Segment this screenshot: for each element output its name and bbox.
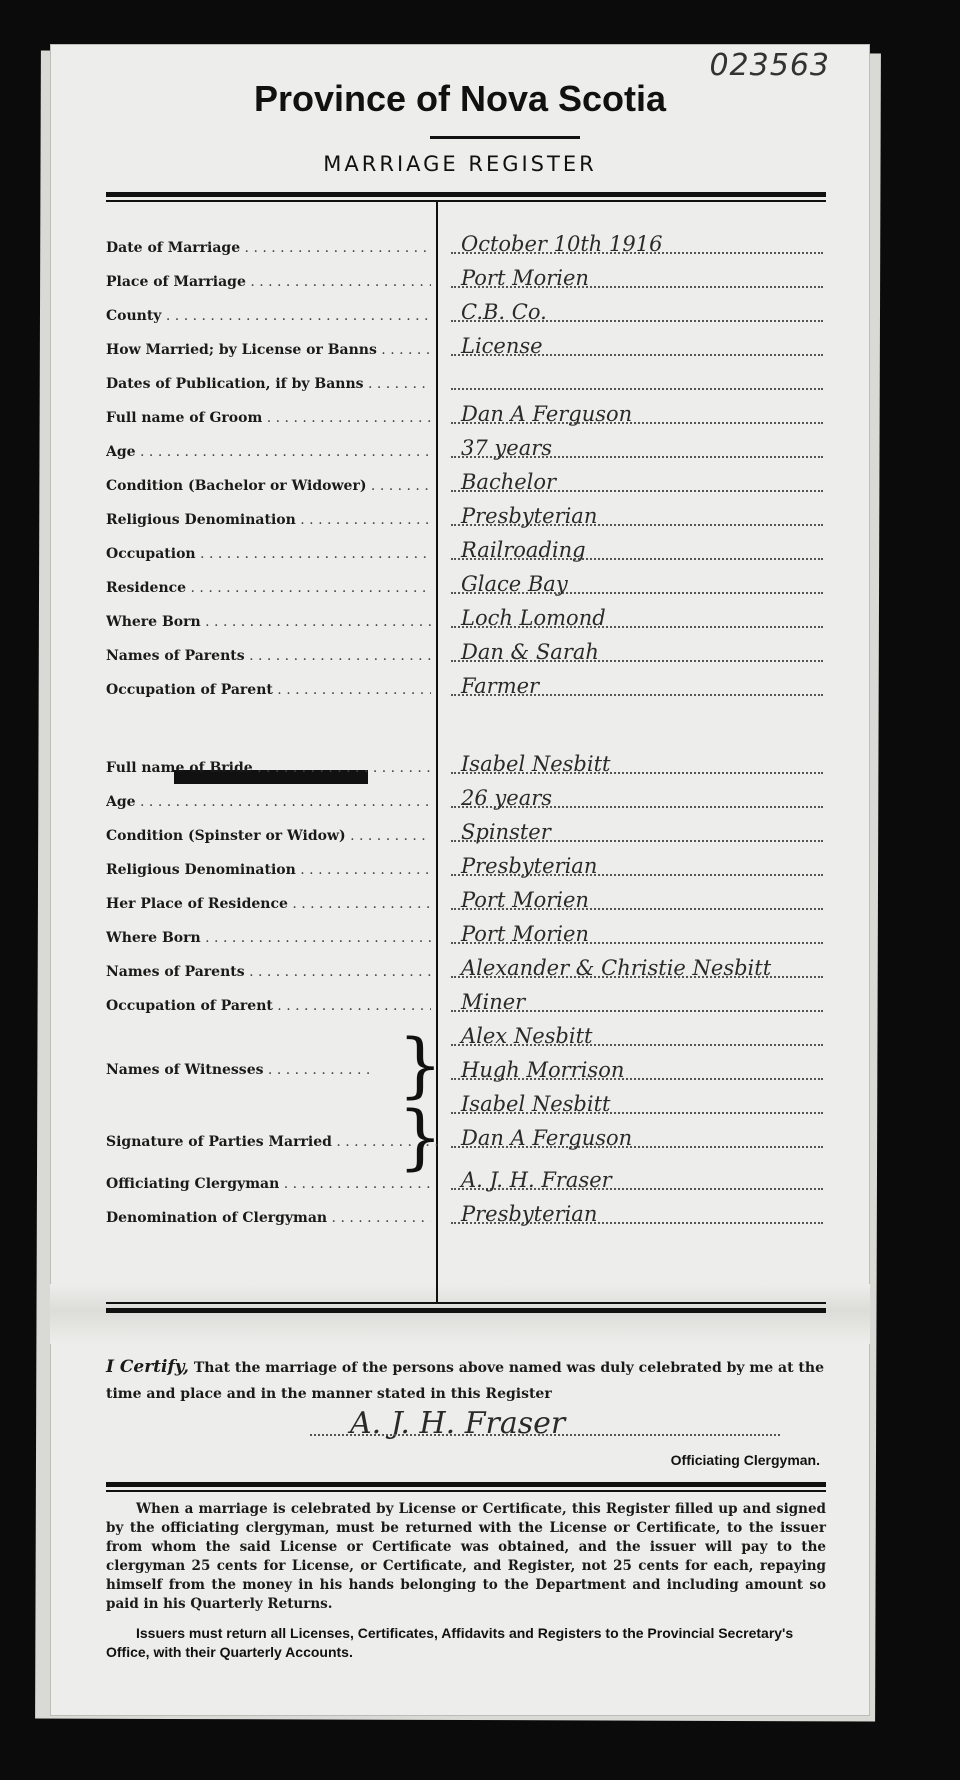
field-bride-denomination [106, 850, 826, 884]
field-groom-name [106, 398, 826, 432]
field-label: Condition (Spinster or Widow) . . . [106, 828, 431, 844]
field-value: Port Morien [461, 888, 589, 912]
signature-line [310, 1434, 780, 1436]
field-value: Bachelor [461, 470, 557, 494]
field-label: Occupation of Parent . . . [106, 998, 431, 1014]
paper-fold [50, 1284, 870, 1344]
field-value: Spinster [461, 820, 551, 844]
clergyman-signature: A. J. H. Fraser [350, 1406, 566, 1441]
field-bride-parents [106, 952, 826, 986]
field-value: Farmer [461, 674, 540, 698]
title-underline [430, 136, 580, 139]
bottom-rule-thin [106, 1490, 826, 1492]
field-label: Her Place of Residence . . . [106, 896, 431, 912]
parties-brace: } [398, 1096, 443, 1178]
field-value: Dan A Ferguson [461, 402, 633, 426]
field-value: Alex Nesbitt [461, 1024, 593, 1048]
field-clergy-denomination [106, 1198, 826, 1232]
field-label: Denomination of Clergyman . . . [106, 1210, 431, 1226]
field-value: Railroading [461, 538, 586, 562]
field-value: 37 years [461, 436, 553, 460]
form-subtitle: MARRIAGE REGISTER [323, 152, 597, 176]
field-label: Religious Denomination . . . [106, 512, 431, 528]
field-groom-age [106, 432, 826, 466]
field-label: Names of Parents . . . [106, 648, 431, 664]
certificate-text: That the marriage of the persons above named was duly celebrated by me at the time and place and in the manner stated in this Register [106, 1360, 824, 1402]
certificate-statement [106, 1354, 826, 1407]
return-instructions: When a marriage is celebrated by License or Certificate, this Register filled up and signed by the officiating clergyman, must be returned with the License or Certificate, to the issuer from whom the said License or Certificate was obtained, and the issuer will pay to the clergyman 25 cents for License, or Certificate, and Register, not 25 cents for each, repaying himself from the money in his hands belonging to the Department and including amount so paid in his Quarterly Returns. [106, 1501, 826, 1612]
field-value: Loch Lomond [461, 606, 606, 630]
field-label: Full name of Groom . . . [106, 410, 431, 426]
parties-label: Signature of Parties Married . . . [106, 1134, 439, 1150]
field-bride-condition [106, 816, 826, 850]
form-title: Province of Nova Scotia [253, 78, 667, 119]
field-label: Occupation . . . [106, 546, 431, 562]
field-officiating-clergyman [106, 1164, 826, 1198]
witnesses-label: Names of Witnesses . . . [106, 1062, 370, 1078]
field-label: Residence . . . [106, 580, 431, 596]
bottom-rule [106, 1482, 826, 1487]
field-label: Dates of Publication, if by Banns . . . [106, 376, 431, 392]
issuers-instructions: Issuers must return all Licenses, Certificates, Affidavits and Registers to the Provincial Secretary's Office, with their Quarterly Accounts. [106, 1625, 794, 1660]
field-value: Isabel Nesbitt [461, 1092, 611, 1116]
field-value: Hugh Morrison [461, 1058, 625, 1082]
field-label: Age . . . [106, 794, 431, 810]
middle-rule [106, 1308, 826, 1313]
field-witness-2 [106, 1054, 826, 1088]
field-value: Dan & Sarah [461, 640, 599, 664]
field-party-1 [106, 1088, 826, 1122]
field-county [106, 296, 826, 330]
field-how-married [106, 330, 826, 364]
top-rule [106, 192, 826, 197]
top-rule-thin [106, 200, 826, 202]
field-label: How Married; by License or Banns . . . [106, 342, 431, 358]
field-place-of-marriage [106, 262, 826, 296]
field-value: Miner [461, 990, 526, 1014]
field-value: Port Morien [461, 266, 589, 290]
signature-label: Officiating Clergyman. [670, 1452, 820, 1468]
field-label: Place of Marriage . . . [106, 274, 431, 290]
field-value: 26 years [461, 786, 553, 810]
document-number: 023563 [709, 48, 830, 83]
field-value: Port Morien [461, 922, 589, 946]
field-value: October 10th 1916 [461, 232, 663, 256]
field-value: Alexander & Christie Nesbitt [461, 956, 772, 980]
field-value: Dan A Ferguson [461, 1126, 633, 1150]
field-groom-parent-occupation [106, 670, 826, 704]
middle-rule-thin [106, 1302, 826, 1304]
field-label: Where Born . . . [106, 614, 431, 630]
field-value: Presbyterian [461, 854, 598, 878]
field-value: Presbyterian [461, 504, 598, 528]
field-value: Isabel Nesbitt [461, 752, 611, 776]
field-groom-occupation [106, 534, 826, 568]
field-groom-parents [106, 636, 826, 670]
field-value: C.B. Co. [461, 300, 547, 324]
field-label: Age . . . [106, 444, 431, 460]
field-witness-1 [106, 1020, 826, 1054]
field-value: Glace Bay [461, 572, 568, 596]
field-bride-age [106, 782, 826, 816]
field-value: License [461, 334, 543, 358]
field-groom-residence [106, 568, 826, 602]
field-label: Names of Parents . . . [106, 964, 431, 980]
field-label: Officiating Clergyman . . . [106, 1176, 431, 1192]
field-bride-birthplace [106, 918, 826, 952]
field-label: Condition (Bachelor or Widower) . . . [106, 478, 431, 494]
field-label: County . . . [106, 308, 431, 324]
field-label: Date of Marriage . . . [106, 240, 431, 256]
field-label: Full name of Bride . . . [106, 760, 431, 776]
field-line [451, 388, 823, 390]
witnesses-brace: } [398, 1024, 443, 1106]
field-label: Religious Denomination . . . [106, 862, 431, 878]
field-groom-condition [106, 466, 826, 500]
field-bride-residence [106, 884, 826, 918]
field-dates-of-publication [106, 364, 826, 398]
field-party-2 [106, 1122, 826, 1156]
field-bride-parent-occupation [106, 986, 826, 1020]
field-value: A. J. H. Fraser [461, 1168, 612, 1192]
field-groom-birthplace [106, 602, 826, 636]
field-value: Presbyterian [461, 1202, 598, 1226]
field-date-of-marriage [106, 228, 826, 262]
field-label: Where Born . . . [106, 930, 431, 946]
certificate-heading: I Certify, [106, 1357, 189, 1377]
field-label: Occupation of Parent . . . [106, 682, 431, 698]
field-bride-name [106, 748, 826, 782]
field-groom-denomination [106, 500, 826, 534]
register-form [50, 44, 870, 1716]
